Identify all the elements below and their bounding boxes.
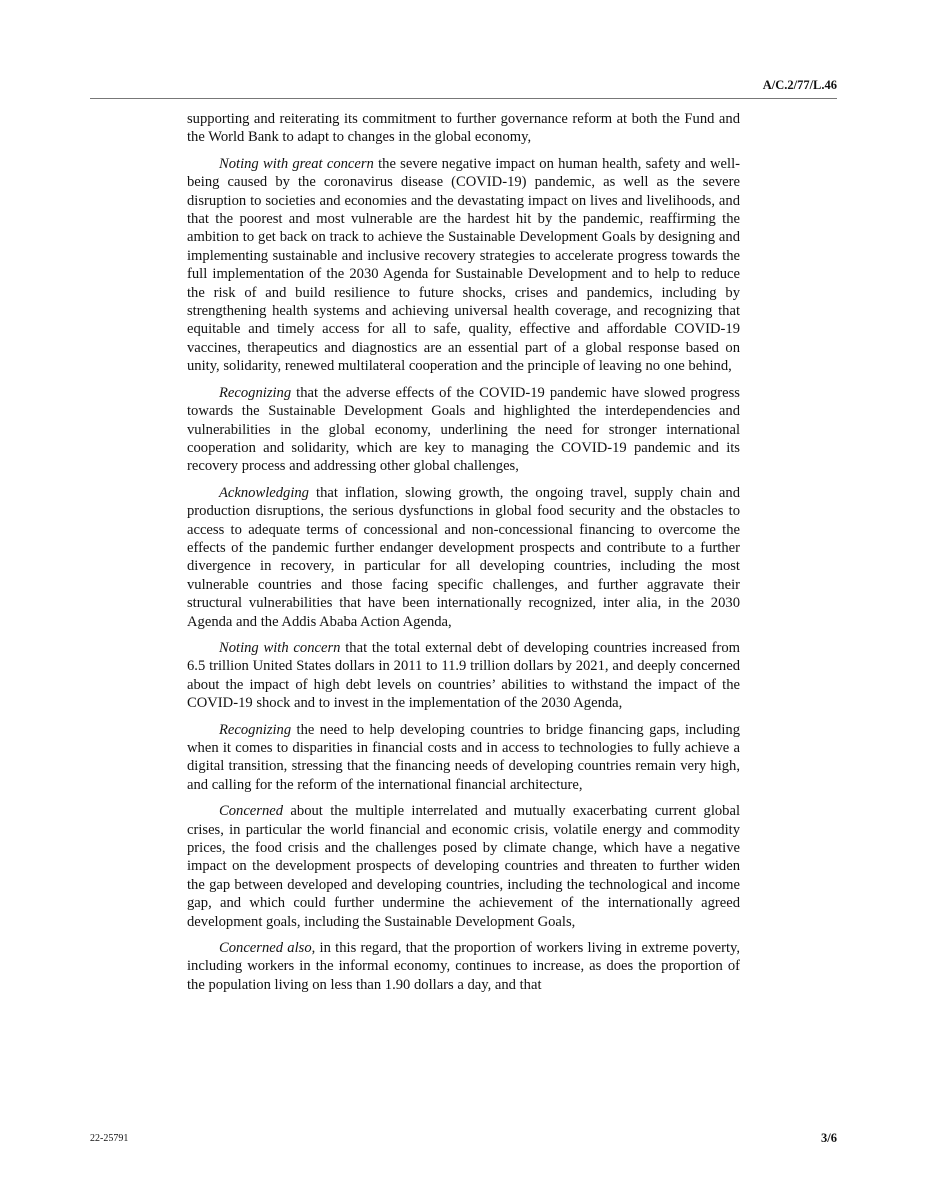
body-text <box>187 110 740 1002</box>
header-rule <box>90 98 837 99</box>
paragraph <box>187 155 740 376</box>
paragraph-lead: Recognizing <box>219 721 292 738</box>
paragraph-lead: Noting with concern <box>219 639 341 656</box>
paragraph-text: supporting and reiterating its commitment to further governance reform at both the Fund and the World Bank to adapt to changes in the global economy, <box>187 111 740 146</box>
paragraph <box>187 110 740 147</box>
paragraph-lead: Recognizing <box>219 384 292 401</box>
paragraph-text: that the total external debt of developing countries increased from 6.5 trillion United States dollars in 2011 to 11.9 trillion dollars by 2021, and deeply concerned about the impact of high debt levels on countries’ abilities to withstand the impact of the COVID-19 shock and to invest in the implementation of the 2030 Agenda, <box>187 639 740 712</box>
paragraph-text: that inflation, slowing growth, the ongoing travel, supply chain and production disruptions, the serious dysfunctions in global food security and the obstacles to access to adequate terms of concessional and non-concessional financing to overcome the effects of the pandemic further endanger development prospects and contribute to a further divergence in recovery, in particular for all developing countries, including the most vulnerable countries and those facing specific challenges, and further aggravate their structural vulnerabilities that have been internationally recognized, inter alia, in the 2030 Agenda and the Addis Ababa Action Agenda, <box>187 484 740 630</box>
paragraph-lead: Noting with great concern <box>219 155 374 172</box>
paragraph <box>187 939 740 994</box>
paragraph-lead: Concerned also <box>219 940 312 957</box>
paragraph-text: the need to help developing countries to bridge financing gaps, including when it comes to disparities in financial costs and in access to technologies to fully achieve a digital transition, stressing that the financing needs of developing countries remain very high, and calling for the reform of the international financial architecture, <box>187 721 740 793</box>
paragraph-lead: Concerned <box>219 803 284 820</box>
paragraph-text: that the adverse effects of the COVID-19 pandemic have slowed progress towards the Sustainable Development Goals and highlighted the interdependencies and vulnerabilities in the global economy, underlining the need for stronger international cooperation and solidarity, which are key to managing the COVID-19 pandemic and its recovery process and addressing other global challenges, <box>187 384 740 475</box>
paragraph <box>187 721 740 795</box>
paragraph <box>187 384 740 476</box>
paragraph <box>187 802 740 931</box>
paragraph <box>187 639 740 713</box>
paragraph-text: about the multiple interrelated and mutually exacerbating current global crises, in particular the world financial and economic crisis, volatile energy and commodity prices, the food crisis and the challenges posed by climate change, which have a negative impact on the development prospects of developing countries and threaten to further widen the gap between developed and developing countries, including the technological and income gap, and which could further undermine the achievement of the internationally agreed development goals, including the Sustainable Development Goals, <box>187 803 740 930</box>
paragraph-text: the severe negative impact on human health, safety and well-being caused by the coronavirus disease (COVID-19) pandemic, as well as the severe disruption to societies and economies and the devastating impact on lives and livelihoods, and that the poorest and most vulnerable are the hardest hit by the pandemic, reaffirming the ambition to get back on track to achieve the Sustainable Development Goals by designing and implementing sustainable and inclusive recovery strategies to accelerate progress towards the full implementation of the 2030 Agenda for Sustainable Development and to help to reduce the risk of and build resilience to future shocks, crises and pandemics, including by strengthening health systems and achieving universal health coverage, and recognizing that equitable and timely access for all to safe, quality, effective and affordable COVID-19 vaccines, therapeutics and diagnostics are an essential part of a global response based on unity, solidarity, renewed multilateral cooperation and the principle of leaving no one behind, <box>187 155 740 375</box>
paragraph-text: , in this regard, that the proportion of workers living in extreme poverty, including workers in the informal economy, continues to increase, as does the proportion of the population living on less than 1.90 dollars a day, and that <box>187 940 741 993</box>
document-number: 22-25791 <box>90 1133 129 1144</box>
paragraph-lead: Acknowledging <box>219 484 309 501</box>
page-number: 3/6 <box>821 1131 837 1145</box>
document-symbol: A/C.2/77/L.46 <box>762 78 837 92</box>
paragraph <box>187 484 740 631</box>
